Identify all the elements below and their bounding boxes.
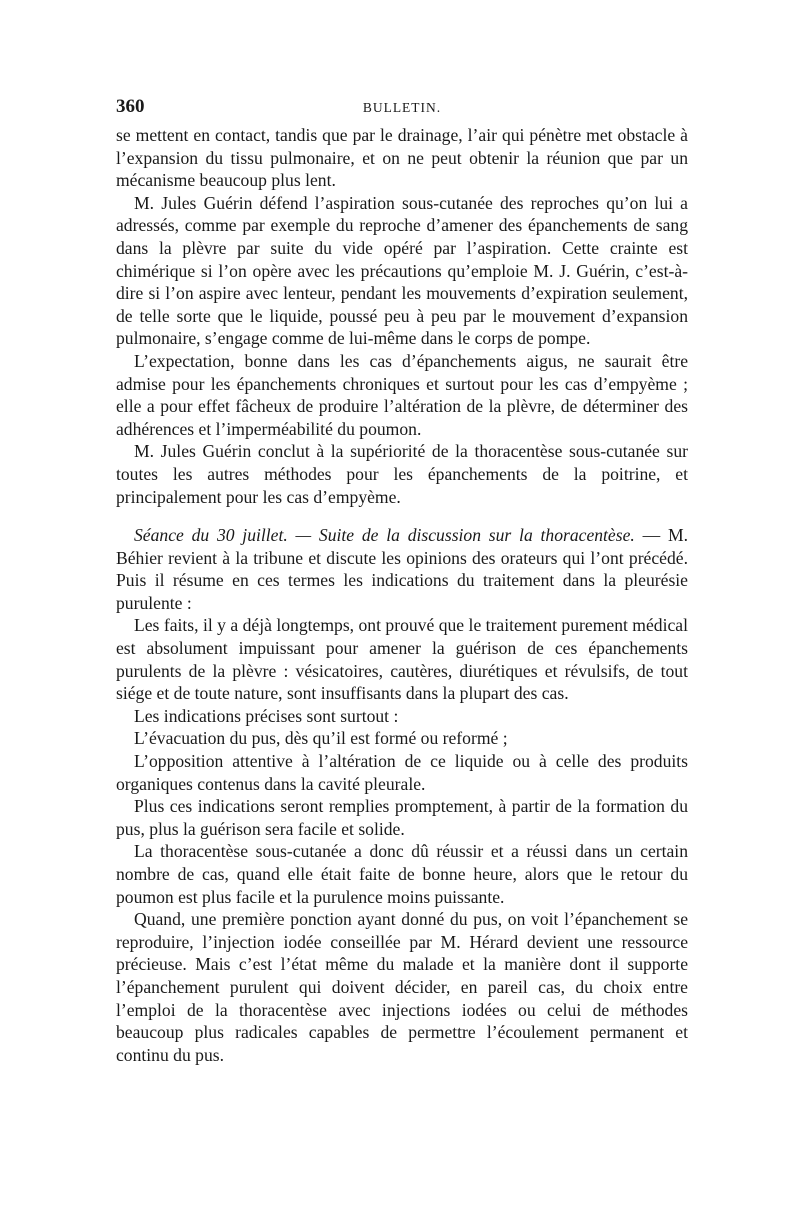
paragraph: M. Jules Guérin défend l’aspiration sous-cutanée des reproches qu’on lui a adressés, comme par exemple du reproche d’amener des épanchements de sang dans la plèvre par suite du vide opéré par l’aspiration. Cette crainte est chimérique si l’on opère avec les précautions qu’emploie M. J. Guérin, c’est-à-dire si l’on aspire avec lenteur, pendant les mouvements d’expiration seulement, de telle sorte que le liquide, poussé peu à peu par le mouvement d’expansion pulmonaire, s’engage comme de lui-même dans le corps de pompe.	[116, 192, 688, 349]
paragraph: Les faits, il y a déjà longtemps, ont prouvé que le traitement purement médical est absolument impuissant pour amener la guérison de ces épanchements purulents de la plèvre : vésicatoires, cautères, diurétiques et révulsifs, de tout siége et de toute nature, sont insuffisants dans la plupart des cas.	[116, 615, 688, 704]
page-number: 360	[116, 96, 145, 117]
session-intro: — M. Béhier revient à la tribune et discute les opinions des orateurs qui l’ont précédé. Puis il résume en ces termes les indications du traitement dans la pleurésie purulente :	[116, 525, 688, 613]
paragraph: Quand, une première ponction ayant donné du pus, on voit l’épanchement se reproduire, l’injection iodée conseillée par M. Hérard devient une ressource précieuse. Mais c’est l’état même du malade et la manière dont il supporte l’épanchement purulent qui doivent décider, en pareil cas, du choix entre l’emploi de la thoracentèse avec injections iodées ou celui de méthodes beaucoup plus radicales capables de permettre l’écoulement permanent et continu du pus.	[116, 909, 688, 1065]
paragraph: La thoracentèse sous-cutanée a donc dû réussir et a réussi dans un certain nombre de cas, quand elle était faite de bonne heure, alors que le retour du poumon est plus facile et la purulence moins puissante.	[116, 841, 688, 907]
paragraph: Les indications précises sont surtout :	[134, 705, 399, 726]
page-header	[116, 96, 688, 124]
paragraph: M. Jules Guérin conclut à la supériorité de la thoracentèse sous-cutanée sur toutes les autres méthodes pour les épanchements de la poitrine, et principalement pour les cas d’empyème.	[116, 441, 688, 507]
running-title: BULLETIN.	[362, 100, 442, 115]
paragraph: Plus ces indications seront remplies promptement, à partir de la formation du pus, plus la guérison sera facile et solide.	[116, 796, 688, 839]
paragraph: L’évacuation du pus, dès qu’il est formé ou reformé ;	[134, 728, 508, 749]
session-heading-paragraph	[116, 524, 688, 614]
paragraph: L’opposition attentive à l’altération de ce liquide ou à celle des produits organiques contenus dans la cavité pleurale.	[116, 751, 688, 794]
session-title: Séance du 30 juillet. — Suite de la discussion sur la thoracentèse.	[134, 525, 635, 546]
paragraph: L’expectation, bonne dans les cas d’épanchements aigus, ne saurait être admise pour les épanchements chroniques et surtout pour les cas d’empyème ; elle a pour effet fâcheux de produire l’altération de la plèvre, de déterminer des adhérences et l’imperméabilité du poumon.	[116, 350, 688, 439]
page-body	[116, 124, 688, 1066]
paragraph: se mettent en contact, tandis que par le drainage, l’air qui pénètre met obstacle à l’expansion du tissu pulmonaire, et on ne peut obtenir la réunion que par un mécanisme beaucoup plus lent.	[116, 125, 688, 191]
